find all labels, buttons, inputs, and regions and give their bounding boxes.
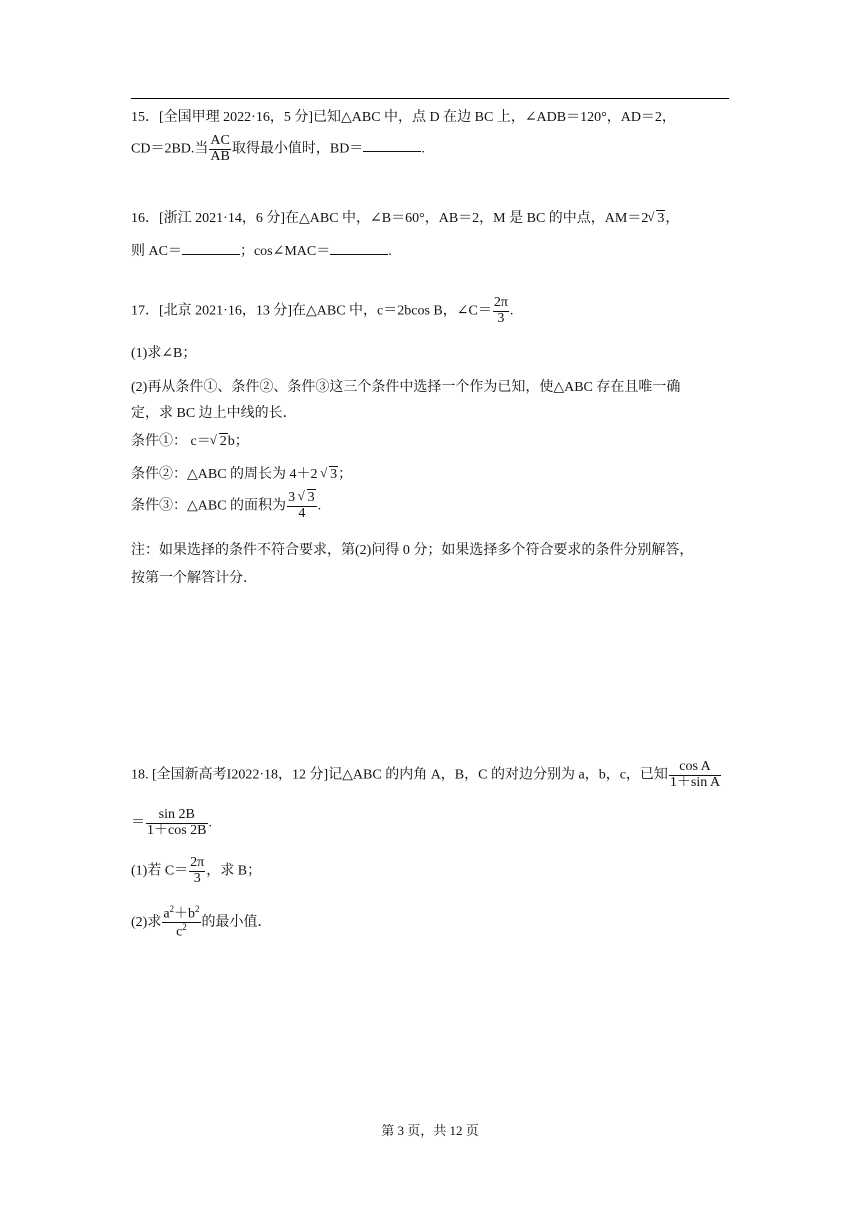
q18-frac2-num: sin 2B xyxy=(158,807,195,822)
q18-fraction-1 xyxy=(669,760,721,790)
q17-cond3-num-coef: 3 xyxy=(288,490,299,505)
q15-line1 xyxy=(131,106,676,126)
q16-answer-blank-2[interactable] xyxy=(330,242,388,255)
q17-cond3-sqrt xyxy=(299,491,316,506)
q17-cond3-frac-num xyxy=(287,491,317,506)
q18-frac1-num: cos A xyxy=(679,759,711,774)
q17-cond3-sqrt-rad: 3 xyxy=(307,490,315,505)
q17-note-line2 xyxy=(131,567,257,587)
q16-sqrt xyxy=(648,211,665,227)
q17-cond2-text-b: ； xyxy=(338,467,353,482)
q17-part1 xyxy=(131,342,196,362)
q16-answer-blank-1[interactable] xyxy=(182,242,240,255)
q17-note-text-2: 按第一个解答计分． xyxy=(131,571,257,586)
q16-text-2b: ；cos∠MAC＝ xyxy=(239,244,331,259)
q17-cond3-fraction xyxy=(287,491,317,521)
q16-line2 xyxy=(131,240,392,260)
q17-cond3-text-a: 条件③：△ABC 的面积为 xyxy=(131,498,287,514)
q18-part2-text-a: (2)求 xyxy=(131,915,162,931)
q17-cond3 xyxy=(131,491,321,521)
q17-cond2-sqrt xyxy=(321,467,338,483)
q18-part1-frac-num: 2π xyxy=(190,855,205,870)
q15-fraction xyxy=(209,134,230,164)
q17-part2-line1 xyxy=(131,376,680,396)
q17-fraction xyxy=(493,296,509,326)
q18-line2 xyxy=(131,808,212,838)
q18-part2-sup-1: 2 xyxy=(169,904,175,914)
q15-text-1: 15．[全国甲理 2022·16，5 分]已知△ABC 中，点 D 在边 BC 上，∠ADB＝120°，AD＝2， xyxy=(131,110,676,125)
q18-line1 xyxy=(131,760,722,790)
q17-part1-text: (1)求∠B； xyxy=(131,346,197,361)
q17-note-line1 xyxy=(131,539,693,559)
q17-text-1b: . xyxy=(509,303,514,319)
page-footer: 第 3 页，共 12 页 xyxy=(381,1123,479,1138)
q16-text-2a: 则 AC＝ xyxy=(131,244,182,259)
q17-text-1a: 17．[北京 2021·16，13 分]在△ABC 中，c＝2bcos B，∠C＝ xyxy=(131,303,492,319)
q18-part2-frac-num xyxy=(162,905,200,922)
q17-cond2-text-a: 条件②：△ABC 的周长为 4＋2 xyxy=(131,467,322,482)
q18-part2-text-b: 的最小值． xyxy=(201,915,272,931)
q18-frac1-den: 1＋sin A xyxy=(669,774,721,790)
q17-part2-text-2: 定，求 BC 边上中线的长． xyxy=(131,406,297,421)
q18-part2-den-c: c xyxy=(176,925,183,940)
q18-text-2b: . xyxy=(208,815,212,831)
q17-part2-line2 xyxy=(131,402,297,422)
q17-cond3-frac-den: 4 xyxy=(287,506,317,522)
q18-part2 xyxy=(131,905,272,941)
q17-cond2 xyxy=(131,463,352,483)
q17-cond1-text-b: b； xyxy=(227,434,249,449)
q17-cond2-sqrt-rad: 3 xyxy=(330,467,338,482)
q18-part1 xyxy=(131,856,261,886)
q17-part2-text-1: (2)再从条件①、条件②、条件③这三个条件中选择一个作为已知，使△ABC 存在且唯一确 xyxy=(131,380,681,395)
q18-fraction-2 xyxy=(146,808,208,838)
q15-frac-num: AC xyxy=(210,133,230,148)
q17-cond1-text-a: 条件①： c＝ xyxy=(131,434,211,449)
q17-cond3-text-b: . xyxy=(317,498,322,514)
q17-cond1 xyxy=(131,430,249,450)
q18-part1-text-b: ，求 B； xyxy=(206,863,262,879)
q15-line2 xyxy=(131,134,425,164)
q16-text-1a: 16．[浙江 2021·14，6 分]在△ABC 中，∠B＝60°，AB＝2，M 是 BC 的中点，AM＝2 xyxy=(131,211,649,226)
q18-part1-fraction xyxy=(189,856,205,886)
q18-part2-fraction xyxy=(162,905,200,941)
q16-sqrt-rad: 3 xyxy=(657,211,665,226)
q18-part2-sup-2: 2 xyxy=(195,904,200,914)
q17-cond1-sqrt-rad: 2 xyxy=(219,434,227,449)
q17-line1 xyxy=(131,296,513,326)
q15-text-2a: CD＝2BD.当 xyxy=(131,141,209,157)
q15-text-2b: 取得最小值时，BD＝ xyxy=(231,141,364,157)
q18-part1-frac-den: 3 xyxy=(189,871,205,887)
q18-part1-text-a: (1)若 C＝ xyxy=(131,863,189,879)
q15-frac-den: AB xyxy=(210,148,230,164)
q18-frac2-den: 1＋cos 2B xyxy=(147,822,207,838)
q17-frac-den: 3 xyxy=(493,311,509,327)
q18-text-2a: ＝ xyxy=(131,815,145,831)
q16-line1 xyxy=(131,207,679,227)
q17-cond1-sqrt xyxy=(211,434,228,450)
q18-part2-frac-den xyxy=(162,922,200,940)
q15-answer-blank[interactable] xyxy=(363,139,421,152)
q16-text-1b: ， xyxy=(665,211,680,226)
q16-text-2c: . xyxy=(388,244,392,259)
q18-part2-sup-3: 2 xyxy=(182,922,187,933)
q18-part2-num-b: ＋b xyxy=(174,906,196,922)
header-rule xyxy=(131,98,729,99)
q17-frac-num: 2π xyxy=(493,295,508,310)
q17-note-text-1: 注：如果选择的条件不符合要求，第(2)问得 0 分；如果选择多个符合要求的条件分别解答， xyxy=(131,543,694,558)
q18-part2-num-a: a xyxy=(163,906,170,922)
q15-text-2c: . xyxy=(421,141,425,157)
q18-text-1a: 18. [全国新高考I2022·18，12 分]记△ABC 的内角 A，B，C 的对边分别为 a，b，c，已知 xyxy=(131,767,668,783)
